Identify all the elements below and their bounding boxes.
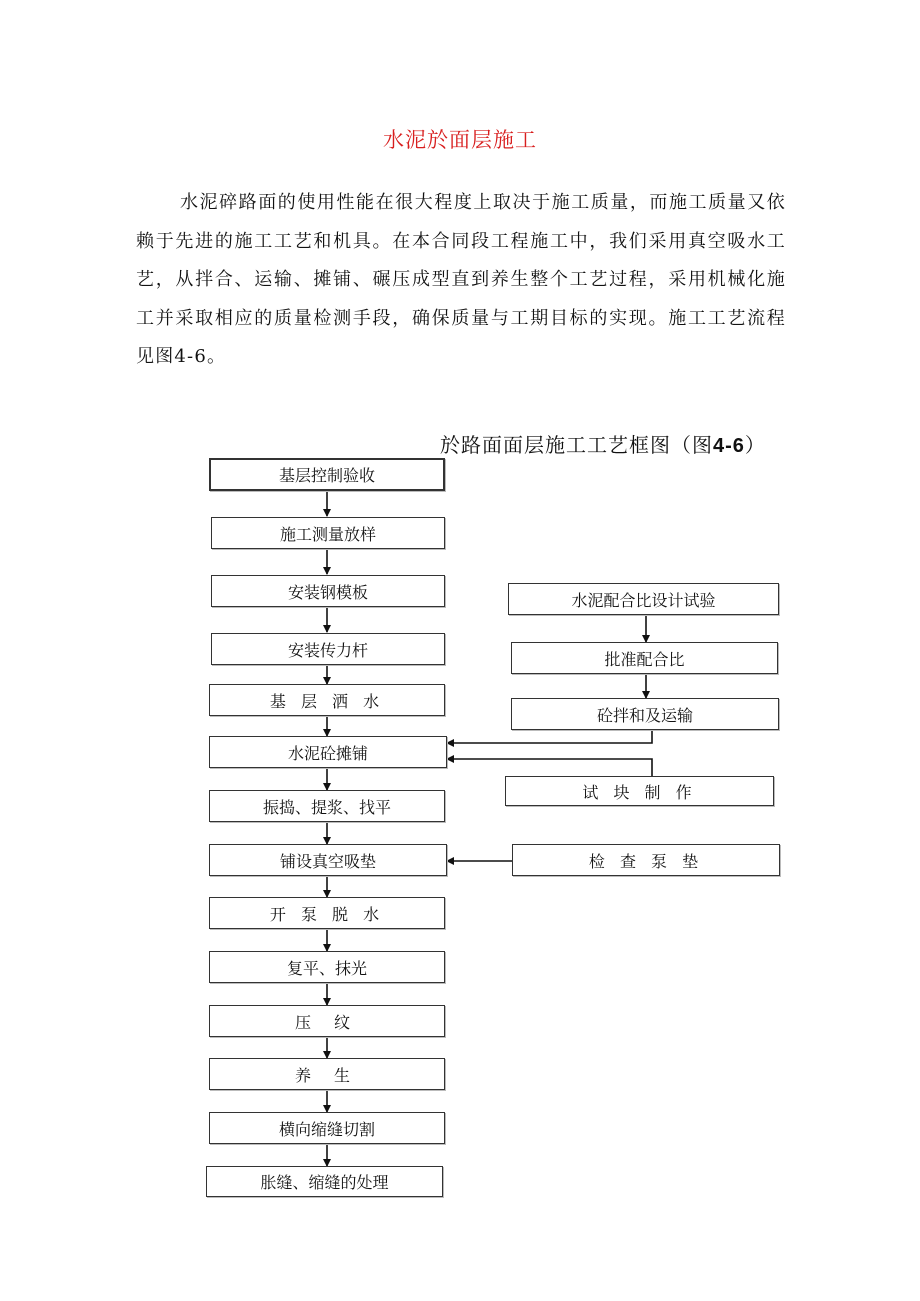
step-lay-vacuum-pad: 铺设真空吸垫 <box>209 844 447 876</box>
step-transverse-joint-cutting: 横向缩缝切割 <box>209 1112 445 1144</box>
side-mixing-transport: 砼拌和及运输 <box>511 698 779 730</box>
step-joint-treatment: 胀缝、缩缝的处理 <box>206 1166 443 1197</box>
step-base-acceptance: 基层控制验收 <box>209 458 445 491</box>
page-title: 水泥於面层施工 <box>383 128 537 152</box>
side-approve-mix-ratio: 批准配合比 <box>511 642 778 674</box>
step-install-dowel-bars: 安装传力杆 <box>211 633 445 665</box>
step-vibrate-level: 振捣、提浆、找平 <box>209 790 445 822</box>
step-install-steel-formwork: 安装钢模板 <box>211 575 445 607</box>
step-relevel-trowel: 复平、抹光 <box>209 951 445 983</box>
side-test-block: 试 块 制 作 <box>505 776 774 806</box>
step-concrete-paving: 水泥砼摊铺 <box>209 736 447 768</box>
figure-caption-number: 4-6 <box>713 435 745 457</box>
step-curing: 养 生 <box>209 1058 445 1090</box>
step-base-watering: 基 层 洒 水 <box>209 684 445 716</box>
step-survey-layout: 施工测量放样 <box>211 517 445 549</box>
side-mix-design-test: 水泥配合比设计试验 <box>508 583 779 615</box>
step-pump-dewater: 开 泵 脱 水 <box>209 897 445 929</box>
figure-caption-text: 於路面面层施工工艺框图（图 <box>440 433 713 457</box>
arrow-testblock-to-paving <box>447 759 652 776</box>
arrow-transport-to-paving <box>447 730 652 743</box>
side-check-pump-pad: 检 查 泵 垫 <box>512 844 780 876</box>
figure-caption-close: ） <box>744 433 766 457</box>
step-texturing: 压 纹 <box>209 1005 445 1037</box>
body-paragraph: 水泥碎路面的使用性能在很大程度上取决于施工质量，而施工质量又依赖于先进的施工工艺和机具。在本合同段工程施工中，我们采用真空吸水工艺，从拌合、运输、摊铺、碾压成型直到养生整个工艺过程，采用机械化施工并采取相应的质量检测手段，确保质量与工期目标的实现。施工工艺流程见图4-6。 <box>136 192 786 367</box>
